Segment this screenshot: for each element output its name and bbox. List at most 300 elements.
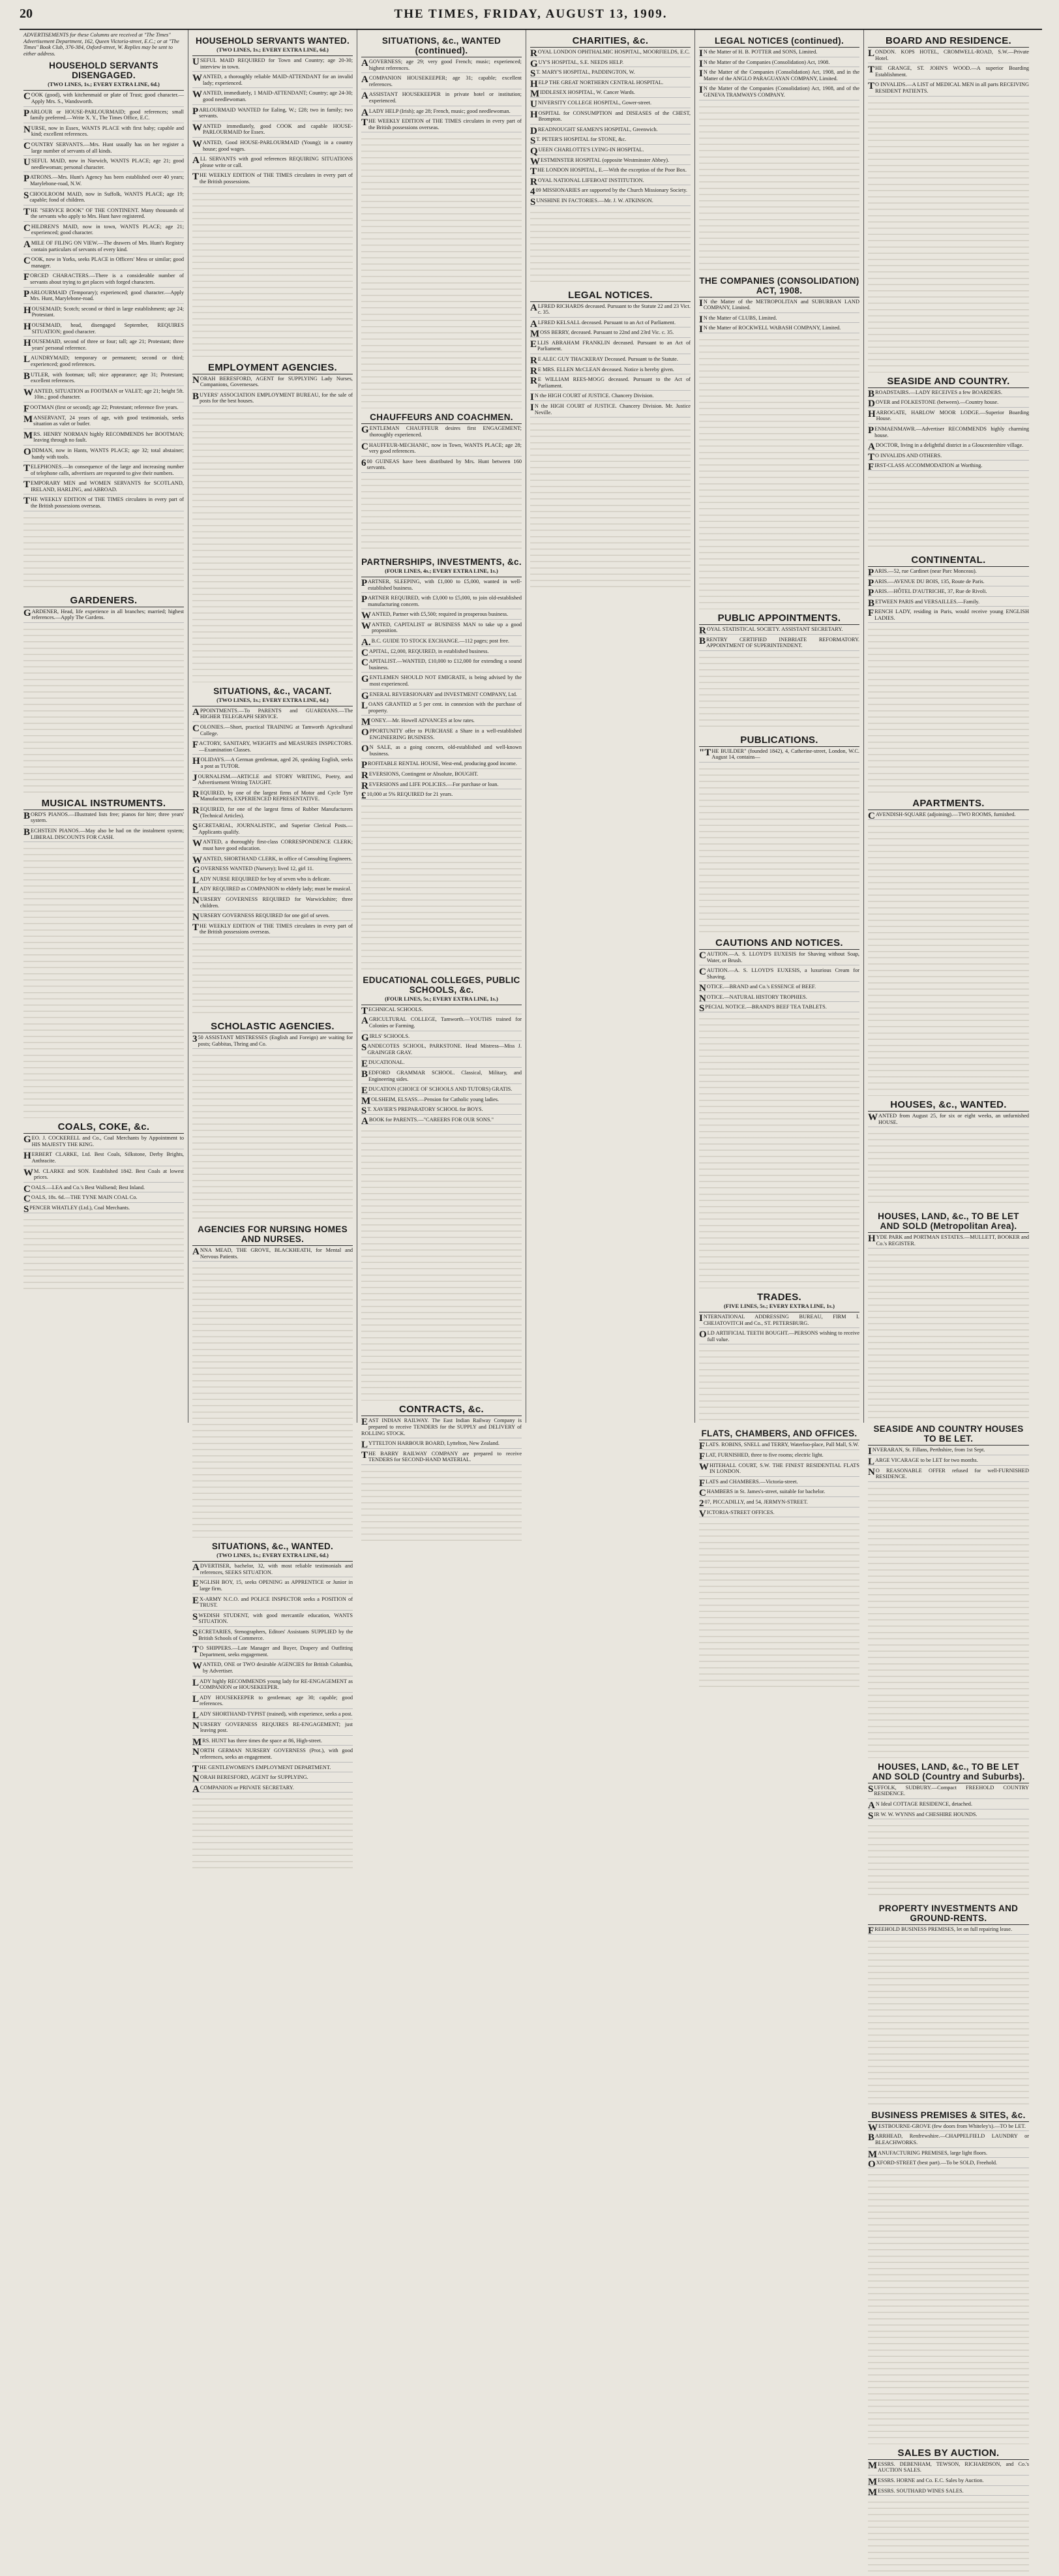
fine-print-block [868,1821,1029,1900]
classified-ad: CAPITAL, £2,000, REQUIRED, in established business. [361,648,522,657]
classified-ad: GIRLS' SCHOOLS. [361,1033,522,1042]
classified-ad: BROADSTAIRS.—LADY RECEIVES a few BOARDERS. [868,389,1029,398]
classified-ad: ACOMPANION or PRIVATE SECRETARY. [192,1785,353,1793]
classified-ad: PENMAENMAWR.—Advertiser RECOMMENDS highly charming house. [868,426,1029,440]
classified-ad: EAST INDIAN RAILWAY. The East Indian Railway Company is prepared to receive TENDERS for the SUPPLY and DELIVERY of ROLLING STOCK. [361,1417,522,1438]
classified-ad: GENERAL REVERSIONARY and INVESTMENT COMPANY, Ltd. [361,691,522,700]
section-heading: LEGAL NOTICES. [568,289,653,301]
section-heading: CHAUFFEURS AND COACHMEN. [370,412,513,423]
classified-ad: GARDENER, Head, life experience in all branches; married; highest references.—Apply The Gardens. [23,609,184,623]
section-heading: TRADES. [757,1292,801,1303]
classified-ad: PARTNER REQUIRED, with £3,000 to £5,000, to join old-established manufacturing concern. [361,595,522,609]
classified-ad: PROFITABLE RENTAL HOUSE, West-end, producing good income. [361,761,522,769]
classified-ad: USEFUL MAID REQUIRED for Town and Country; age 20-30; interview in town. [192,57,353,72]
section-heading: PARTNERSHIPS, INVESTMENTS, &c. [361,556,522,567]
section-rule [699,47,859,48]
classified-ad: BECHSTEIN PIANOS.—May also be had on the instalment system; LIBERAL DISCOUNTS FOR CASH. [23,828,184,842]
classified-ad: FIRST-CLASS ACCOMMODATION at Worthing. [868,462,1029,471]
column-5 [695,30,864,1519]
classified-ad: FRENCH LADY, residing in Paris, would receive young ENGLISH LADIES. [868,609,1029,623]
classified-ad: THE WEEKLY EDITION of THE TIMES circulates in every part of the British possessions overseas. [192,923,353,937]
classified-ad: SCHOOLROOM MAID, now in Suffolk, WANTS PLACE; age 19; capable; fond of children. [23,191,184,205]
classified-ad: LADY highly RECOMMENDS young lady for RE-ENGAGEMENT as COMPANION or HOUSEKEEPER. [192,1678,353,1693]
classified-ad: NOTICE.—NATURAL HISTORY TROPHIES. [699,994,859,1003]
classified-ad: WANTED, SHORTHAND CLERK, in office of Consulting Engineers. [192,855,352,866]
classified-ad: ROYAL NATIONAL LIFEBOAT INSTITUTION. [530,177,691,186]
section-rule [530,301,691,302]
classified-ad: OXFORD-STREET (best part).—To be SOLD, Freehold. [868,2160,1029,2168]
classified-ad: WESTMINSTER HOSPITAL (opposite Westminster Abbey). [530,157,691,166]
classified-ad: INVERARAN, St. Fillans, Perthshire, from 1st Sept. [868,1447,1029,1455]
classified-ad: IN the HIGH COURT of JUSTICE. Chancery Division. Mr. Justice Neville. [530,403,691,417]
fine-print-block [361,802,522,971]
classified-ad: WANTED, immediately, 1 MAID-ATTENDANT; Country; age 24-30; good needlewoman. [192,90,353,104]
classified-ad: TO INVALIDS AND OTHERS. [868,453,1029,461]
classified-ad: ACOMPANION HOUSEKEEPER; age 31; capable; excellent references. [361,75,522,89]
classified-ad: CHAMBERS in St. James's-street, suitable for bachelor. [699,1489,859,1497]
fine-print-block [530,419,691,589]
column-2 [188,30,357,1795]
fine-print-block [699,653,859,731]
classified-ad: OLD ARTIFICIAL TEETH BOUGHT.—PERSONS wishing to receive full value. [699,1330,859,1344]
classified-ad: ABOOK for PARENTS.—"CAREERS FOR OUR SONS." [361,1117,522,1125]
section-heading: LEGAL NOTICES (continued). [714,36,844,46]
classified-ad: RE ALEC GUY THACKERAY Deceased. Pursuant to the Statute. [530,356,691,365]
classified-ad: UNIVERSITY COLLEGE HOSPITAL, Gower-street. [530,100,691,108]
classified-ad: PARLOURMAID (Temporary); experienced; good character.—Apply Mrs. Hunt, Marylebone-road. [23,290,184,304]
fine-print-block [868,2170,1029,2444]
classified-ad: ROYAL STATISTICAL SOCIETY. ASSISTANT SECRETARY. [699,626,859,635]
section-heading: CONTINENTAL. [911,554,986,566]
rate-line: (TWO LINES, 1s.; EVERY EXTRA LINE, 6d.) [48,81,160,88]
column-1 [20,30,188,1423]
section-heading: BUSINESS PREMISES & SITES, &c. [871,2110,1026,2120]
classified-ad: THE "SERVICE BOOK" OF THE CONTINENT. Many thousands of the servants who apply to Mrs. Hunt have registered. [23,207,184,222]
fine-print-block [868,473,1029,551]
section-heading: AGENCIES FOR NURSING HOMES AND NURSES. [198,1224,348,1245]
fine-print-block [192,1264,353,1538]
classified-ad: COUNTRY SERVANTS.—Mrs. Hunt usually has on her register a large number of servants of all kinds. [23,142,184,156]
classified-ad: ALADY HELP (Irish); age 28; French, music; good needlewoman. [361,108,522,117]
classified-ad: ANNA MEAD, THE GROVE, BLACKHEATH, for Mental and Nervous Patients. [192,1247,353,1262]
classified-ad: IN the Matter of the Companies (Consolidation) Act, 1908, and in the Matter of the ANGLO PARAGUAYAN COMPANY, Limited. [699,69,859,83]
section-heading: APARTMENTS. [912,798,985,810]
classified-ad: WM. CLARKE and SON. Established 1842. Best Coals at lowest prices. [23,1168,184,1183]
classified-ad: SECRETARIAL, JOURNALISTIC, and Superior Clerical Posts.—Applicants qualify. [192,823,353,837]
rate-line: (TWO LINES, 1s.; EVERY EXTRA LINE, 6d.) [216,46,329,53]
column-4 [526,30,695,1423]
classified-ad: NORAH BERESFORD, AGENT for SUPPLYING Lady Nurses, Companions, Governesses. [192,376,353,390]
fine-print-block [192,1795,353,1873]
classified-ad: EDUCATION (CHOICE OF SCHOOLS AND TUTORS) GRATIS. [361,1086,522,1095]
classified-ad: GUY'S HOSPITAL, S.E. NEEDS HELP. [530,59,691,68]
classified-ad: 350 ASSISTANT MISTRESSES (English and Foreign) are waiting for posts; Gabbitas, Thring and Co. [192,1035,353,1049]
classified-ad: DOVER and FOLKESTONE (between).—Country house. [868,399,1029,408]
classified-ad: PARIS.—AVENUE DU BOIS, 135, Route de Paris. [868,579,1029,587]
classified-ad: BEDFORD GRAMMAR SCHOOL. Classical, Military, and Engineering sides. [361,1070,522,1084]
section-rule [192,55,353,56]
classified-ad: FORCED CHARACTERS.—There is a considerable number of servants about trying to get places with forged characters. [23,273,184,287]
classified-ad: HARROGATE, HARLOW MOOR LODGE.—Superior Boarding House. [868,410,1029,424]
rate-line: (TWO LINES, 1s.; EVERY EXTRA LINE, 6d.) [216,696,329,703]
fine-print-block [868,98,1029,372]
section-heading: CAUTIONS AND NOTICES. [715,937,843,948]
classified-ad: LADY HOUSEKEEPER to gentleman; age 30; capable; good references. [192,1695,353,1709]
fine-print-block [868,822,1029,1096]
section-heading: SITUATIONS, &c., VACANT. [213,686,332,696]
classified-ad: NURSERY GOVERNESS REQUIRES RE-ENGAGEMENT; just leaving post. [192,1721,353,1736]
classified-ad: COLONIES.—Short, practical TRAINING at Tamworth Agricultural College. [192,724,353,738]
column-6 [864,30,1033,2498]
section-heading: MUSICAL INSTRUMENTS. [41,797,166,809]
fine-print-block [361,1467,522,1545]
section-heading: HOUSES, LAND, &c., TO BE LET AND SOLD (Country and Suburbs). [872,1761,1025,1781]
fine-print-block [192,939,353,1018]
classified-ad: AMILE OF FILING ON VIEW.—The drawers of Mrs. Hunt's Registry contain particulars of servants of every kind. [23,240,184,254]
classified-ad: HOLIDAYS.—A German gentleman, aged 26, speaking English, seeks a post as TUTOR. [192,757,353,771]
classified-ad: FREEHOLD BUSINESS PREMISES, let on full repairing lease. [868,1926,1029,1935]
section-heading: GARDENERS. [70,594,138,606]
classified-ad: ODDMAN, now in Hants, WANTS PLACE; age 32; total abstainer; handy with tools. [23,447,184,462]
rate-line: (FOUR LINES, 4s.; EVERY EXTRA LINE, 1s.) [385,567,498,574]
section-heading: THE COMPANIES (CONSOLIDATION) ACT, 1908. [699,275,859,295]
classified-ad: LAUNDRYMAID; temporary or permanent; second or third; experienced; good references. [23,355,184,369]
classified-ad: HOUSEMAID, head, disengaged September, REQUIRES SITUATION; good character. [23,322,184,337]
fine-print-block [868,2498,1029,2576]
classified-ad: PARIS.—52, rue Cardinet (near Parc Monceau). [868,568,1029,577]
classified-ad: AGRICULTURAL COLLEGE, Tamworth.—YOUTHS trained for Colonies or Farming. [361,1016,522,1031]
fine-print-block [699,765,859,934]
classified-ad: COALS, 18s. 6d.—THE TYNE MAIN COAL Co. [23,1194,184,1203]
rate-line: (FIVE LINES, 5s.; EVERY EXTRA LINE, 1s.) [724,1303,835,1310]
classified-ad: FLATS. ROBINS, SNELL and TERRY, Waterloo-place, Pall Mall, S.W. [699,1441,859,1452]
classified-ad: 207, PICCADILLY, and 54, JERMYN-STREET. [699,1499,859,1508]
section-heading: EMPLOYMENT AGENCIES. [208,361,337,373]
fine-print-block [868,625,1029,795]
classified-ad: USEFUL MAID, now in Norwich, WANTS PLACE; age 21; good needlewoman; personal character. [23,158,184,172]
classified-ad: GENTLEMEN SHOULD NOT EMIGRATE, is being advised by the most experienced. [361,674,522,689]
section-heading: PROPERTY INVESTMENTS AND GROUND-RENTS. [878,1903,1019,1924]
section-heading: SCHOLASTIC AGENCIES. [211,1020,335,1032]
advertisement-notice: ADVERTISEMENTS for these Columns are received at "The Times" Advertisement Department, 162, Queen Victoria-street, E.C.; or at "The Times" Book Club, 376-384, Oxford-street, W. Replies may be sent to either address. [23,32,179,57]
section-heading: SITUATIONS, &c., WANTED. [211,1541,334,1552]
classified-ad: LONDON. KOPS HOTEL, CROMWELL-ROAD, S.W.—Private Hotel. [868,49,1029,63]
classified-ad: NORAH BERESFORD, AGENT for SUPPLYING. [192,1774,353,1783]
section-rule [699,746,859,747]
classified-ad: ROYAL LONDON OPHTHALMIC HOSPITAL, MOORFIELDS, E.C. [530,48,690,59]
classified-ad: THE WEEKLY EDITION of THE TIMES circulates in every part of the British possessions. [192,172,353,187]
fine-print-block [699,1346,859,1425]
section-rule [868,1924,1029,1925]
section-heading: CONTRACTS, &c. [398,1404,485,1416]
classified-ad: MESSRS. DEBENHAM, TEWSON, RICHARDSON, and Co.'s AUCTION SALES. [868,2461,1029,2476]
classified-ad: PATRONS.—Mrs. Hunt's Agency has been established over 40 years; Marylebone-road, N.W. [23,174,184,189]
classified-ad: EX-ARMY N.C.O. and POLICE INSPECTOR seeks a POSITION of TRUST. [192,1596,353,1611]
section-rule [699,624,859,625]
classified-ad: FLAT, FURNISHED, three to five rooms; electric light. [699,1452,859,1461]
classified-ad: ADOCTOR, living in a delightful district in a Gloucestershire village. [868,442,1029,451]
classified-ad: DREADNOUGHT SEAMEN'S HOSPITAL, Greenwich. [530,127,691,135]
classified-ad: ADVERTISER, bachelor, 32, with most reliable testimonials and references, SEEKS SITUATION. [192,1563,353,1577]
classified-ad: ST. MARY'S HOSPITAL, PADDINGTON, W. [530,69,691,78]
section-rule [192,1245,353,1246]
classified-ad: BORD'S PIANOS.—Illustrated lists free; pianos for hire; three years' system. [23,811,184,826]
classified-ad: ALFRED KELSALL deceased. Pursuant to an Act of Parliament. [530,320,691,328]
classified-ad: MANSERVANT, 24 years of age, with good testimonials, seeks situation as valet or butler. [23,415,184,429]
section-rule [699,949,859,950]
classified-ad: PARLOUR or HOUSE-PARLOURMAID; good references; small family preferred.—Write X. Y., The Times Office, E.C. [23,109,184,123]
section-rule [868,1445,1029,1446]
fine-print-block [192,1051,353,1220]
classified-ad: FLATS and CHAMBERS.—Victoria-street. [699,1479,859,1487]
fine-print-block [361,475,522,553]
section-heading: CHARITIES, &c. [572,35,649,46]
fine-print-block [23,844,184,1118]
page-number: 20 [20,7,33,21]
classified-ad: SECRETARIES, Stenographers, Editors' Assistants SUPPLIED by the British Schools of Commerce. [192,1629,353,1643]
classified-ad: JOURNALISM.—ARTICLE and STORY WRITING, Poetry, and Advertisement Writing TAUGHT. [192,774,353,788]
classified-ad: MIDDLESEX HOSPITAL, W. Cancer Wards. [530,89,691,98]
newspaper-dateline: THE TIMES, FRIDAY, AUGUST 13, 1909. [394,7,668,21]
classified-ad: GEO. J. COCKERELL and Co., Coal Merchants by Appointment to HIS MAJESTY THE KING. [23,1135,184,1149]
classified-ad: WANTED, a thoroughly reliable MAID-ATTENDANT for an invalid lady; experienced. [192,74,353,88]
classified-ad: ST. XAVIER'S PREPARATORY SCHOOL for BOYS. [361,1106,522,1115]
section-heading: HOUSEHOLD SERVANTS WANTED. [195,36,350,46]
classified-ad: BETWEEN PARIS and VERSAILLES.—Family. [868,599,1029,607]
fine-print-block [23,625,184,795]
classified-ad: WHITEHALL COURT, S.W. THE FINEST RESIDENTIAL FLATS IN LONDON. [699,1462,859,1477]
classified-ad: THE GRANGE, ST. JOHN'S WOOD.—A superior Boarding Establishment. [868,65,1029,80]
classified-ad: ALFRED RICHARDS deceased. Pursuant to the Statute 22 and 23 Vict. c. 35. [530,303,691,318]
classified-ad: THE BARRY RAILWAY COMPANY are prepared to receive TENDERS for SECOND-HAND MATERIAL. [361,1451,522,1465]
classified-ad: WANTED from August 25, for six or eight weeks, an unfurnished HOUSE. [868,1113,1029,1127]
classified-ad: IN the Matter of the Companies (Consolidation) Act, 1908. [699,59,859,68]
fine-print-block [361,134,522,408]
classified-ad: NOTICE.—BRAND and Co.'s ESSENCE of BEEF. [699,984,859,992]
section-heading: HOUSES, &c., WANTED. [890,1099,1007,1111]
classified-ad: "THE BUILDER" (founded 1842), 4, Catherine-street, London, W.C. August 14, contains— [699,748,859,763]
classified-ad: MONEY.—Mr. Howell ADVANCES at low rates. [361,718,522,726]
classified-ad: WANTED, Good HOUSE-PARLOURMAID (Young); in a country house; good wages. [192,140,353,154]
classified-ad: COOK (good), with kitchenmaid or plate of Trust; good character.—Apply Mrs. S., Wandsworth. [23,92,184,106]
classified-ad: OPPORTUNITY offer to PURCHASE a Share in a well-established ENGINEERING BUSINESS. [361,728,522,742]
classified-ad: MRS. HUNT has three times the space at 86, High-street. [192,1738,353,1746]
classified-ad: WANTED, ONE or TWO desirable AGENCIES for British Columbia, by Advertiser. [192,1661,353,1676]
classified-ad: SUNSHINE IN FACTORIES.—Mr. J. W. ATKINSON. [530,198,691,206]
classified-ad: REVERSIONS and LIFE POLICIES.—For purchase or loan. [361,781,522,790]
classified-ad: ELLIS ABRAHAM FRANKLIN deceased. Pursuant to an Act of Parliament. [530,340,691,354]
section-rule [868,1232,1029,1233]
classified-ad: PARLOURMAID WANTED for Ealing, W.; £28; two in family; two servants. [192,107,353,121]
classified-ad: HELP THE GREAT NORTHERN CENTRAL HOSPITAL. [530,80,691,88]
section-heading: EDUCATIONAL COLLEGES, PUBLIC SCHOOLS, &c. [363,975,520,995]
classified-ad: BRENTRY CERTIFIED INEBRIATE REFORMATORY. APPOINTMENT OF SUPERINTENDENT. [699,637,859,651]
section-rule [868,47,1029,48]
classified-ad: MESSRS. SOUTHARD WINES SALES. [868,2488,1029,2496]
section-rule [23,90,184,91]
classified-ad: CHAUFFEUR-MECHANIC, now in Town, WANTS PLACE; age 28; very good references. [361,442,522,457]
section-heading: HOUSEHOLD SERVANTS DISENGAGED. [49,61,158,81]
classified-ad: WANTED, SITUATION as FOOTMAN or VALET; age 21; height 5ft. 10in.; good character. [23,388,184,402]
section-heading: PUBLICATIONS. [740,734,818,746]
classified-ad: CHILDREN'S MAID, now in town, WANTS PLACE; age 21; experienced; good character. [23,224,184,238]
classified-ad: CAVENDISH-SQUARE (adjoining).—TWO ROOMS, furnished. [868,811,1029,820]
classified-ad: 600 GUINEAS have been distributed by Mrs. Hunt between 160 servants. [361,459,522,473]
classified-ad: LOANS GRANTED at 5 per cent. in connexion with the purchase of property. [361,701,522,716]
classified-ad: QUEEN CHARLOTTE'S LYING-IN HOSPITAL. [530,147,691,155]
classified-ad: TO INVALIDS.—A LIST of MEDICAL MEN in all parts RECEIVING RESIDENT PATIENTS. [868,82,1029,96]
classified-ad: THE LONDON HOSPITAL, E.—With the exception of the Poor Box. [530,167,691,175]
classified-ad: NURSERY GOVERNESS REQUIRED for one girl of seven. [192,913,353,921]
section-heading: COALS, COKE, &c. [57,1121,150,1133]
section-heading: SALES BY AUCTION. [897,2447,1000,2459]
fine-print-block [192,408,353,682]
fine-print-block [23,1215,184,1294]
fine-print-block [868,1484,1029,1758]
classified-ad: £10,000 at 5% REQUIRED for 21 years. [361,791,522,800]
classified-ad: TECHNICAL SCHOOLS. [361,1007,522,1015]
fine-print-block [699,335,859,609]
classified-ad: ENGLISH BOY, 15, seeks OPENING as APPRENTICE or Junior in large firm. [192,1579,353,1594]
classified-ad: THE WEEKLY EDITION of THE TIMES circulates in every part of the British possessions overseas. [23,496,184,511]
classified-ad: HOUSEMAID, second of three or four; tall; age 21; Protestant; three years' personal reference. [23,339,184,353]
classified-ad: HOSPITAL for CONSUMPTION and DISEASES of the CHEST, Brompton. [530,110,691,125]
classified-ad: HYDE PARK and PORTMAN ESTATES.—MULLETT, BOOKER and Co.'s REGISTER. [868,1234,1029,1249]
classified-ad: SIR W. W. WYNNS and CHESHIRE HOUNDS. [868,1811,1029,1820]
classified-ad: SPECIAL NOTICE.—BRAND'S BEEF TEA TABLETS. [699,1004,859,1012]
classified-ad: LADY REQUIRED as COMPANION to elderly lady; must be musical. [192,886,353,894]
classified-ad: IN the Matter of the METROPOLITAN and SUBURBAN LAND COMPANY, Limited. [699,299,859,313]
classified-ad: SUFFOLK, SUDBURY.—Compact FREEHOLD COUNTRY RESIDENCE. [868,1785,1029,1799]
classified-ad: PARIS.—HÔTEL D'AUTRICHE, 37, Rue de Rivoli. [868,588,1029,597]
section-rule [868,566,1029,567]
classified-ad: REQUIRED, by one of the largest firms of Motor and Cycle Tyre Manufacturers, EXPERIENCED REPRESENTATIVE. [192,790,353,804]
classified-ad: EDUCATIONAL. [361,1059,522,1068]
classified-ad: ST. PETER'S HOSPITAL for STONE, &c. [530,136,691,145]
classified-ad: IN the HIGH COURT of JUSTICE. Chancery Division. [530,393,691,401]
classified-ad: NURSERY GOVERNESS REQUIRED for Warwickshire; three children. [192,896,353,911]
classified-ad: COOK, now in Yorks, seeks PLACE in Officers' Mess or similar; good manager. [23,256,184,271]
classified-ad: IN the Matter of H. B. POTTER and SONS, Limited. [699,49,859,57]
classified-ad: REVERSIONS, Contingent or Absolute, BOUGHT. [361,771,522,780]
classified-ad: CAUTION.—A. S. LLOYD'S EUXESIS, a luxurious Cream for Shaving. [699,967,859,982]
section-heading: SITUATIONS, &c., WANTED (continued). [381,36,501,55]
classified-ad: TEMPORARY MEN and WOMEN SERVANTS for SCOTLAND, IRELAND, HARLING, and ABROAD. [23,480,184,494]
classified-ad: RE MRS. ELLEN McCLEAN deceased. Notice is hereby given. [530,367,691,375]
classified-ad: IN the Matter of the Companies (Consolidation) Act, 1908, and of the GENEVA TRAMWAYS COMPANY. [699,85,859,100]
section-heading: FLATS, CHAMBERS, AND OFFICES. [701,1429,858,1439]
classified-ad: SANDECOTES SCHOOL, PARKSTONE. Head Mistress—Miss J. GRAINGER GRAY. [361,1043,522,1057]
classified-ad: NO REASONABLE OFFER refused for well-FURNISHED RESIDENCE. [868,1468,1029,1482]
section-heading: HOUSES, LAND, &c., TO BE LET AND SOLD (Metropolitan Area). [878,1211,1019,1232]
section-rule [192,1561,353,1562]
rate-line: (TWO LINES, 1s.; EVERY EXTRA LINE, 6d.) [216,1552,329,1559]
classified-ad: TELEPHONES.—In consequence of the large and increasing number of telephone calls, advertisers are requested to give their numbers. [23,464,184,478]
classified-ad: APPOINTMENTS.—To PARENTS and GUARDIANS.—The HIGHER TELEGRAPH SERVICE. [192,708,353,722]
classified-ad: BUYERS' ASSOCIATION EMPLOYMENT BUREAU, for the sale of posts for the best houses. [192,392,353,406]
classified-ad: MOLSHEIM, ELSASS.—Pension for Catholic young ladies. [361,1097,522,1105]
classified-ad: TO SHIPPERS.—Late Manager and Buyer, Drapery and Outfitting Department, seeks engagement. [192,1645,353,1659]
classified-ad: RE WILLIAM REES-MOGG deceased. Pursuant to the Act of Parliament. [530,376,691,391]
classified-ad: WANTED, Partner with £5,500; required in prosperous business. [361,611,522,620]
classified-ad: PARTNER, SLEEPING, with £1,000 to £5,000, wanted in well-established business. [361,579,522,593]
section-heading: SEASIDE AND COUNTRY HOUSES TO BE LET. [873,1424,1024,1444]
classified-ad: AGOVERNESS; age 29; very good French; music; experienced; highest references. [361,59,522,73]
section-heading: SEASIDE AND COUNTRY. [887,375,1010,387]
classified-ad: BUTLER, with footman; tall; nice appearance; age 31; Protestant; excellent references. [23,372,184,386]
section-rule [868,2459,1029,2460]
fine-print-block [361,1127,522,1401]
classified-ad: CAUTION.—A. S. LLOYD'S EUXESIS for Shaving without Soap, Water, or Brush. [699,951,859,965]
classified-ad: THE GENTLEWOMEN'S EMPLOYMENT DEPARTMENT. [192,1765,353,1773]
classified-ad: CAPITALIST.—WANTED, £10,000 to £12,000 for extending a sound business. [361,658,522,673]
classified-ad: INTERNATIONAL ADDRESSING BUREAU, FIRM I. CHEJATOVITCH and Co., ST. PETERSBURG. [699,1314,859,1328]
classified-ad: FACTORY, SANITARY, WEIGHTS and MEASURES INSPECTORS.—Examination Classes. [192,740,353,755]
fine-print-block [23,513,184,592]
section-rule [361,423,522,424]
section-rule [868,1111,1029,1112]
classified-ad: WESTBOURNE-GROVE (few doors from Whiteley's).—TO be LET. [868,2123,1029,2132]
classified-ad: FOOTMAN (first or second); age 22; Protestant; reference five years. [23,404,184,413]
classified-ad: IN the Matter of ROCKWELL WABASH COMPANY, Limited. [699,325,859,333]
classified-ad: REQUIRED, for one of the largest firms of Rubber Manufacturers (Technical Articles). [192,806,353,821]
classified-ad: LYTTELTON HARBOUR BOARD, Lyttelton, New Zealand. [361,1440,522,1449]
classified-ad: GOVERNESS WANTED (Nursery); lived 12, girl 11. [192,866,353,874]
classified-ad: LARGE VICARAGE to be LET for two months. [868,1457,1029,1466]
fine-print-block [868,1937,1029,2106]
classified-ad: AASSISTANT HOUSEKEEPER in private hotel or institution; experienced. [361,91,522,106]
classified-ad: GENTLEMAN CHAUFFEUR desires first ENGAGEMENT; thoroughly experienced. [361,425,522,440]
section-heading: BOARD AND RESIDENCE. [886,35,1011,46]
classified-ad: SPENCER WHATLEY (Ltd.), Coal Merchants. [23,1205,184,1213]
fine-print-block [868,1129,1029,1207]
fine-print-block [699,1014,859,1288]
classified-ad: NURSE, now in Essex, WANTS PLACE with first baby; capable and kind; excellent references. [23,125,184,140]
section-rule [530,47,691,48]
classified-ad: MESSRS. HORNE and Co. E.C. Sales by Auction. [868,2478,1029,2486]
section-heading: PUBLIC APPOINTMENTS. [717,612,841,624]
columns [20,30,1042,2498]
classified-ad: NORTH GERMAN NURSERY GOVERNESS (Prot.), with good references, seeks an engagement. [192,1748,353,1762]
masthead [20,7,1042,30]
classified-ad: HOUSEMAID; Scotch; second or third in large establishment; age 24; Protestant. [23,306,184,320]
classified-ad: IN the Matter of CLUBS, Limited. [699,315,859,324]
classified-ad: VICTORIA-STREET OFFICES. [699,1509,859,1518]
classified-ad: MANUFACTURING PREMISES, large light floors. [868,2150,1029,2159]
classified-ad: COALS.—LEA and Co.'s Best Wallsend; Best Inland. [23,1185,184,1193]
fine-print-block [192,189,353,359]
column-3 [357,30,526,1463]
classified-ad: WANTED, CAPITALIST or BUSINESS MAN to take up a good proposition. [361,622,522,636]
classified-ad: ALL SERVANTS with good references REQUIRING SITUATIONS please write or call. [192,156,353,170]
section-rule [23,1133,184,1134]
classified-ad: BARRHEAD, Renfrewshire.—CHAPPELFIELD LAUNDRY or BLEACHWORKS. [868,2133,1029,2147]
classified-ad: SWEDISH STUDENT, with good mercantile education, WANTS SITUATION. [192,1613,353,1627]
classified-ad: MRS. HENRY NORMAN highly RECOMMENDS her BOOTMAN; leaving through no fault. [23,431,184,446]
rate-line: (FOUR LINES, 5s.; EVERY EXTRA LINE, 1s.) [385,995,498,1002]
fine-print-block [699,102,859,272]
classified-ad: A.B.C. GUIDE TO STOCK EXCHANGE.—112 pages; post free. [361,638,522,646]
classified-ad: WANTED, a thoroughly first-class CORRESPONDENCE CLERK; must have good education. [192,839,353,853]
classified-ad: LADY SHORTHAND-TYPIST (trained), with experience, seeks a post. [192,1710,353,1721]
classified-ad: AN Ideal COTTAGE RESIDENCE, detached. [868,1801,1029,1810]
classified-ad: HERBERT CLARKE, Ltd. Best Coals, Silkstone, Derby Brights, Anthracite. [23,1151,184,1166]
section-rule [868,2121,1029,2122]
classified-ad: LADY NURSE REQUIRED for boy of seven who is delicate. [192,876,353,885]
fine-print-block [530,208,691,286]
classified-ad: WANTED immediately, good COOK and capable HOUSE-PARLOURMAID for Essex. [192,123,353,138]
classified-ad: 409 MISSIONARIES are supported by the Church Missionary Society. [530,187,691,196]
